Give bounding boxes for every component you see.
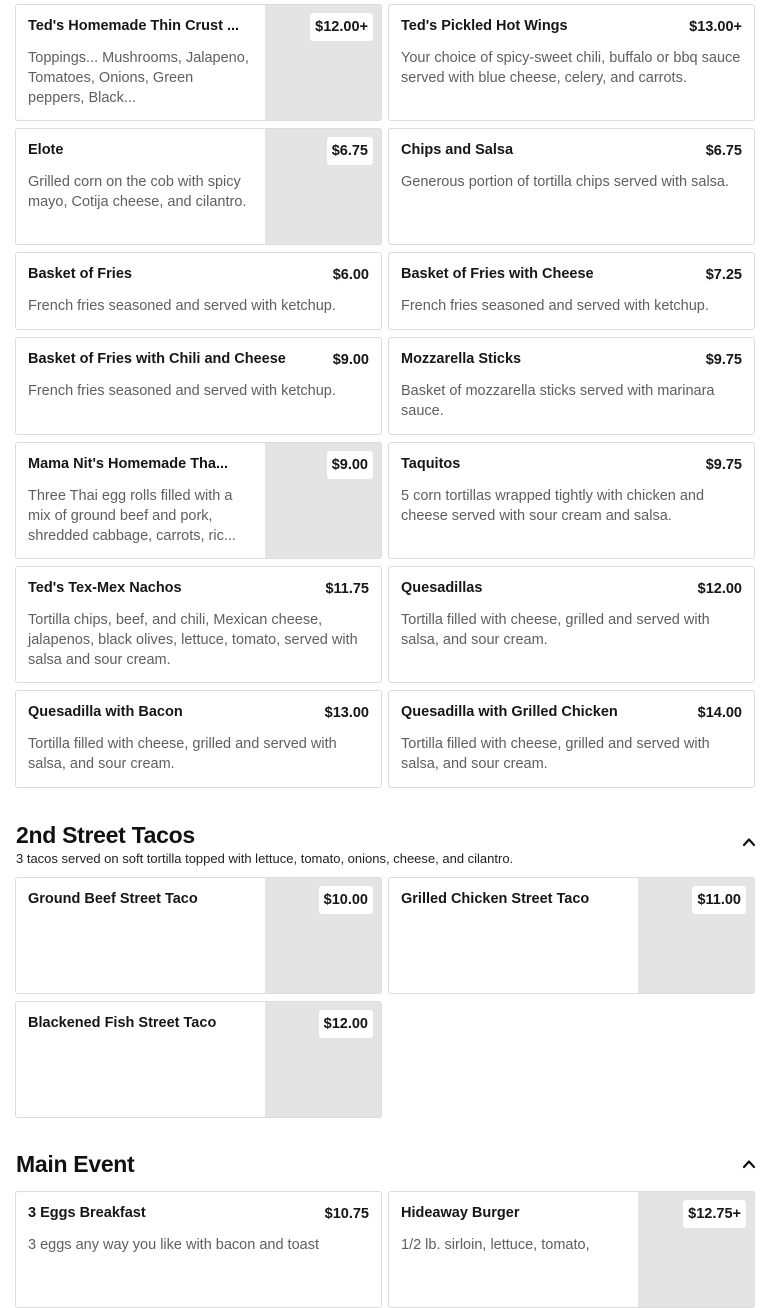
menu-item-description: Grilled corn on the cob with spicy mayo, Cotija cheese, and cilantro. — [28, 174, 247, 210]
menu-item-description: 1/2 lb. sirloin, lettuce, tomato, — [401, 1237, 590, 1253]
menu-item-description: Tortilla filled with cheese, grilled and served with salsa, and sour cream. — [401, 736, 710, 772]
menu-item-info — [401, 350, 742, 421]
menu-item-info — [28, 17, 253, 108]
menu-item-price: $6.75 — [327, 137, 373, 165]
menu-item-card[interactable] — [388, 690, 755, 788]
menu-item-description: French fries seasoned and served with ketchup. — [401, 298, 709, 314]
menu-item-image-placeholder — [265, 129, 381, 244]
menu-item-card[interactable] — [388, 1191, 755, 1308]
menu-item-description: Three Thai egg rolls filled with a mix of ground beef and pork, shredded cabbage, carrots, ric... — [28, 488, 236, 544]
chevron-up-icon[interactable] — [742, 835, 756, 849]
menu-item-name: Grilled Chicken Street Taco — [401, 891, 590, 907]
menu-item-price: $9.75 — [705, 352, 742, 368]
menu-item-card[interactable] — [388, 337, 755, 435]
menu-item-price: $9.00 — [327, 451, 373, 479]
menu-item-description: French fries seasoned and served with ketchup. — [28, 298, 336, 314]
menu-item-name: Quesadillas — [401, 580, 483, 596]
menu-item-image-placeholder — [265, 878, 381, 993]
menu-item-image-placeholder — [638, 878, 754, 993]
menu-item-name: Ted's Pickled Hot Wings — [401, 18, 568, 34]
menu-item-info — [28, 265, 369, 316]
menu-item-price: $6.75 — [705, 143, 742, 159]
section-subtitle: 3 tacos served on soft tortilla topped with lettuce, tomato, onions, cheese, and cilantro. — [16, 851, 514, 866]
menu-item-image-placeholder — [265, 5, 381, 120]
section-title: 2nd Street Tacos — [16, 822, 195, 848]
menu-item-price: $12.00 — [697, 581, 742, 597]
menu-item-card[interactable] — [388, 252, 755, 330]
menu-item-info — [401, 703, 742, 774]
menu-item-price: $13.00+ — [689, 19, 742, 35]
menu-item-name: Ground Beef Street Taco — [28, 891, 198, 907]
menu-item-card[interactable] — [388, 566, 755, 683]
menu-item-description: Your choice of spicy-sweet chili, buffalo or bbq sauce served with blue cheese, celery, and carrots. — [401, 50, 741, 86]
menu-item-name: Quesadilla with Grilled Chicken — [401, 704, 618, 720]
menu-item-image-placeholder — [265, 1002, 381, 1117]
menu-item-description: 5 corn tortillas wrapped tightly with chicken and cheese served with sour cream and salsa. — [401, 488, 705, 524]
menu-item-card[interactable] — [15, 690, 382, 788]
menu-item-image-placeholder — [638, 1192, 754, 1307]
menu-item-card[interactable] — [15, 442, 382, 559]
menu-item-price: $6.00 — [332, 267, 369, 283]
menu-item-card[interactable] — [388, 877, 755, 994]
menu-item-name: Quesadilla with Bacon — [28, 704, 183, 720]
menu-item-name: Basket of Fries — [28, 266, 132, 282]
menu-item-card[interactable] — [388, 128, 755, 245]
menu-item-price: $12.75+ — [683, 1200, 746, 1228]
menu-item-info — [401, 890, 626, 908]
menu-item-info — [28, 890, 253, 908]
menu-item-info — [401, 141, 742, 192]
menu-item-name: Basket of Fries with Chili and Cheese — [28, 351, 286, 367]
menu-item-price: $7.25 — [705, 267, 742, 283]
menu-item-image-placeholder — [265, 443, 381, 558]
menu-item-card[interactable] — [15, 1001, 382, 1118]
menu-item-info — [401, 1204, 626, 1255]
menu-item-description: Toppings... Mushrooms, Jalapeno, Tomatoes, Onions, Green peppers, Black... — [28, 50, 249, 106]
menu-item-card[interactable] — [388, 4, 755, 121]
menu-item-card[interactable] — [15, 252, 382, 330]
menu-item-description: French fries seasoned and served with ketchup. — [28, 383, 336, 399]
menu-item-name: Mama Nit's Homemade Tha... — [28, 456, 229, 472]
menu-item-price: $11.00 — [692, 886, 746, 914]
menu-item-description: Tortilla filled with cheese, grilled and served with salsa, and sour cream. — [28, 736, 337, 772]
menu-item-card[interactable] — [15, 337, 382, 435]
menu-item-price: $10.00 — [319, 886, 373, 914]
menu-item-info — [28, 1014, 253, 1032]
menu-item-info — [401, 265, 742, 316]
menu-item-card[interactable] — [15, 4, 382, 121]
menu-item-info — [28, 455, 253, 546]
menu-item-name: Mozzarella Sticks — [401, 351, 522, 367]
menu-item-description: Generous portion of tortilla chips served with salsa. — [401, 174, 730, 190]
menu-item-info — [401, 455, 742, 526]
menu-item-description: Basket of mozzarella sticks served with marinara sauce. — [401, 383, 715, 419]
menu-item-price: $14.00 — [697, 705, 742, 721]
menu-item-info — [401, 579, 742, 650]
menu-item-description: 3 eggs any way you like with bacon and toast — [28, 1237, 319, 1253]
menu-item-description: Tortilla chips, beef, and chili, Mexican cheese, jalapenos, black olives, lettuce, tomato, served with salsa and sour cream. — [28, 612, 358, 668]
section-title: Main Event — [16, 1151, 135, 1177]
menu-item-name: Basket of Fries with Cheese — [401, 266, 594, 282]
chevron-up-icon[interactable] — [742, 1157, 756, 1171]
menu-item-description: Tortilla filled with cheese, grilled and served with salsa, and sour cream. — [401, 612, 710, 648]
menu-item-info — [28, 703, 369, 774]
menu-item-info — [28, 350, 369, 401]
menu-item-name: Blackened Fish Street Taco — [28, 1015, 217, 1031]
menu-item-info — [28, 579, 369, 670]
menu-item-card[interactable] — [15, 1191, 382, 1308]
menu-item-price: $11.75 — [325, 581, 369, 597]
menu-item-name: Ted's Homemade Thin Crust ... — [28, 18, 240, 34]
menu-item-card[interactable] — [388, 442, 755, 559]
menu-item-name: Taquitos — [401, 456, 461, 472]
menu-item-info — [28, 1204, 369, 1255]
menu-item-name: Elote — [28, 142, 64, 158]
menu-item-card[interactable] — [15, 128, 382, 245]
menu-item-name: Chips and Salsa — [401, 142, 514, 158]
menu-item-name: Ted's Tex-Mex Nachos — [28, 580, 182, 596]
menu-item-name: 3 Eggs Breakfast — [28, 1205, 146, 1221]
menu-item-card[interactable] — [15, 877, 382, 994]
menu-item-info — [28, 141, 253, 212]
menu-item-card[interactable] — [15, 566, 382, 683]
menu-item-price: $12.00 — [319, 1010, 373, 1038]
menu-item-price: $12.00+ — [310, 13, 373, 41]
menu-item-price: $9.00 — [332, 352, 369, 368]
menu-item-price: $9.75 — [705, 457, 742, 473]
menu-item-price: $13.00 — [324, 705, 369, 721]
menu-item-price: $10.75 — [324, 1206, 369, 1222]
menu-item-name: Hideaway Burger — [401, 1205, 520, 1221]
